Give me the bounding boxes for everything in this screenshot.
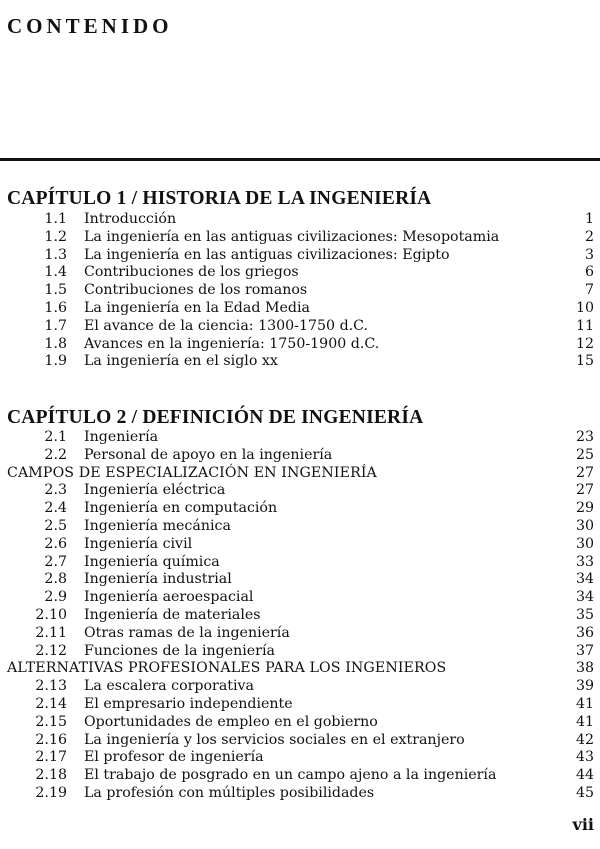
toc-entry — [0, 482, 600, 500]
toc-page-number: 23 — [575, 429, 594, 445]
toc-section-heading — [0, 465, 600, 483]
toc-entry-title: Ingeniería química — [84, 553, 220, 570]
toc-entry-title: La ingeniería en las antiguas civilizaciones: Egipto — [84, 246, 450, 263]
toc-entry-number: 1.5 — [44, 282, 67, 299]
toc-entry-title: Ingeniería — [84, 429, 159, 445]
toc-page-number: 11 — [575, 317, 594, 334]
toc-entry — [0, 767, 600, 785]
chapter-1-toc-list — [0, 211, 600, 371]
toc-entry-title: La ingeniería en el siglo xx — [84, 353, 278, 370]
toc-entry — [0, 318, 600, 336]
toc-entry-title: Ingeniería en computación — [84, 500, 278, 517]
toc-entry — [0, 247, 600, 265]
toc-entry — [0, 264, 600, 282]
toc-page-number: 45 — [575, 784, 594, 801]
toc-entry — [0, 229, 600, 247]
horizontal-rule — [0, 158, 600, 161]
toc-page-number: 1 — [584, 211, 594, 227]
toc-page-number: 27 — [575, 482, 594, 499]
toc-entry-number: 2.19 — [35, 784, 67, 801]
toc-entry-title: El trabajo de posgrado en un campo ajeno a la ingeniería — [84, 767, 497, 784]
toc-entry-number: 2.8 — [44, 571, 67, 588]
toc-entry-number: 2.14 — [35, 695, 67, 712]
toc-page-number: 25 — [575, 446, 594, 463]
toc-page-number: 15 — [575, 353, 594, 370]
toc-entry-number: 1.1 — [44, 211, 67, 227]
toc-page-number: 10 — [575, 299, 594, 316]
toc-section-heading — [0, 660, 600, 678]
chapter-1-title: CAPÍTULO 1 / HISTORIA DE LA INGENIERÍA — [7, 188, 432, 209]
toc-entry-number: 1.7 — [44, 317, 67, 334]
toc-entry-title: La escalera corporativa — [84, 678, 255, 695]
toc-page-number: 37 — [575, 642, 594, 659]
toc-entry — [0, 429, 600, 447]
toc-entry-number: 2.9 — [44, 589, 67, 606]
toc-entry-title: La profesión con múltiples posibilidades — [84, 784, 375, 801]
toc-entry-title: La ingeniería en la Edad Media — [84, 299, 310, 316]
toc-entry — [0, 447, 600, 465]
toc-entry-title: El profesor de ingeniería — [84, 749, 264, 766]
toc-page-number: 33 — [575, 553, 594, 570]
toc-entry-title: Oportunidades de empleo en el gobierno — [84, 713, 378, 730]
toc-entry-number: 2.18 — [35, 767, 67, 784]
toc-entry — [0, 500, 600, 518]
page-number: vii — [572, 815, 594, 834]
toc-entry-title: Otras ramas de la ingeniería — [84, 624, 290, 641]
toc-page-number: 7 — [584, 282, 594, 299]
toc-entry-number: 1.8 — [44, 335, 67, 352]
toc-entry — [0, 211, 600, 229]
toc-page-number: 41 — [575, 695, 594, 712]
toc-entry-title: El empresario independiente — [84, 695, 293, 712]
chapter-2-toc-list — [0, 429, 600, 803]
toc-entry-number: 1.6 — [44, 299, 67, 316]
toc-entry — [0, 732, 600, 750]
toc-entry — [0, 336, 600, 354]
toc-page-number: 29 — [575, 500, 594, 517]
toc-entry-number: 2.3 — [44, 482, 67, 499]
toc-entry-number: 1.3 — [44, 246, 67, 263]
toc-entry — [0, 625, 600, 643]
toc-entry-number: 2.7 — [44, 553, 67, 570]
toc-entry — [0, 696, 600, 714]
toc-entry — [0, 554, 600, 572]
toc-entry-number: 2.6 — [44, 535, 67, 552]
toc-entry-title: Ingeniería de materiales — [84, 606, 261, 623]
toc-entry-title: El avance de la ciencia: 1300-1750 d.C. — [84, 317, 369, 334]
toc-entry-title: Ingeniería industrial — [84, 571, 232, 588]
toc-entry — [0, 749, 600, 767]
toc-entry-title: Ingeniería mecánica — [84, 517, 231, 534]
toc-entry-title: Funciones de la ingeniería — [84, 642, 275, 659]
toc-entry-number: 1.2 — [44, 228, 67, 245]
toc-entry-number: 2.16 — [35, 731, 67, 748]
toc-entry-number: 1.4 — [44, 264, 67, 281]
toc-entry-title: Contribuciones de los romanos — [84, 282, 308, 299]
toc-page-number: 34 — [575, 571, 594, 588]
toc-entry — [0, 607, 600, 625]
toc-section-title: CAMPOS DE ESPECIALIZACIÓN EN INGENIERÍA — [7, 464, 377, 481]
toc-entry — [0, 300, 600, 318]
toc-entry-title: Introducción — [84, 211, 177, 227]
toc-entry-number: 2.13 — [35, 678, 67, 695]
toc-entry-number: 2.12 — [35, 642, 67, 659]
toc-entry — [0, 282, 600, 300]
toc-entry-number: 2.5 — [44, 517, 67, 534]
toc-entry — [0, 678, 600, 696]
toc-page-number: 35 — [575, 606, 594, 623]
toc-page-number: 38 — [575, 660, 594, 677]
toc-entry-number: 2.10 — [35, 606, 67, 623]
toc-entry-title: La ingeniería en las antiguas civilizaciones: Mesopotamia — [84, 228, 500, 245]
toc-page-number: 39 — [575, 678, 594, 695]
chapter-2-title: CAPÍTULO 2 / DEFINICIÓN DE INGENIERÍA — [7, 407, 424, 428]
toc-page-number: 3 — [584, 246, 594, 263]
toc-entry-number: 2.11 — [35, 624, 67, 641]
toc-page-number: 43 — [575, 749, 594, 766]
toc-entry-title: Ingeniería eléctrica — [84, 482, 226, 499]
toc-entry-title: Ingeniería civil — [84, 535, 193, 552]
toc-page-number: 44 — [575, 767, 594, 784]
toc-section-title: ALTERNATIVAS PROFESIONALES PARA LOS INGENIEROS — [7, 660, 447, 677]
toc-entry — [0, 785, 600, 803]
toc-entry-number: 1.9 — [44, 353, 67, 370]
toc-entry-number: 2.1 — [44, 429, 67, 445]
toc-entry-number: 2.4 — [44, 500, 67, 517]
toc-entry-number: 2.2 — [44, 446, 67, 463]
toc-page-number: 36 — [575, 624, 594, 641]
toc-entry — [0, 643, 600, 661]
toc-entry-number: 2.15 — [35, 713, 67, 730]
toc-entry — [0, 518, 600, 536]
toc-page-number: 6 — [584, 264, 594, 281]
toc-entry — [0, 571, 600, 589]
toc-entry-title: Contribuciones de los griegos — [84, 264, 299, 281]
toc-page-number: 27 — [575, 464, 594, 481]
toc-page-number: 34 — [575, 589, 594, 606]
toc-page-number: 30 — [575, 535, 594, 552]
toc-entry-title: La ingeniería y los servicios sociales en el extranjero — [84, 731, 465, 748]
toc-entry — [0, 589, 600, 607]
page-title: CONTENIDO — [7, 14, 173, 38]
toc-entry-title: Personal de apoyo en la ingeniería — [84, 446, 333, 463]
toc-entry — [0, 714, 600, 732]
toc-page-number: 41 — [575, 713, 594, 730]
toc-page-number: 12 — [575, 335, 594, 352]
toc-entry-title: Avances en la ingeniería: 1750-1900 d.C. — [84, 335, 380, 352]
toc-entry-title: Ingeniería aeroespacial — [84, 589, 254, 606]
toc-entry-number: 2.17 — [35, 749, 67, 766]
toc-entry — [0, 536, 600, 554]
toc-page-number: 42 — [575, 731, 594, 748]
toc-entry — [0, 353, 600, 371]
toc-page-number: 2 — [584, 228, 594, 245]
toc-page-number: 30 — [575, 517, 594, 534]
